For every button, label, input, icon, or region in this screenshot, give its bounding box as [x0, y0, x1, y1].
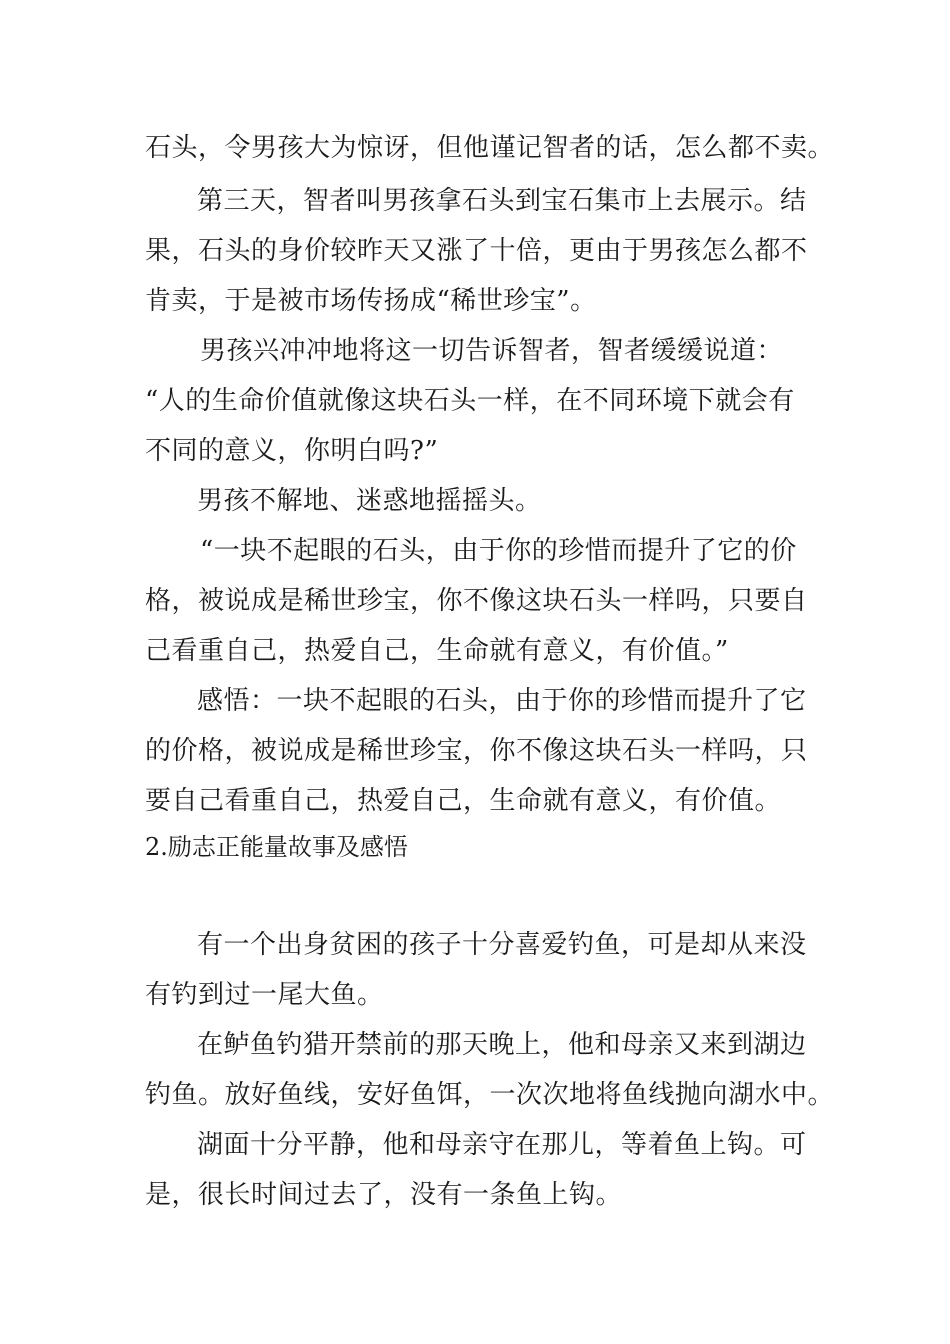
- text-line: 感悟：一块不起眼的石头，由于你的珍惜而提升了它: [197, 686, 807, 716]
- text-line: “一块不起眼的石头，由于你的珍惜而提升了它的价: [200, 536, 797, 566]
- text-line: 第三天，智者叫男孩拿石头到宝石集市上去展示。结: [197, 186, 807, 216]
- text-line: 的价格，被说成是稀世珍宝，你不像这块石头一样吗，只: [145, 736, 808, 766]
- text-line: 钓鱼。放好鱼线，安好鱼饵，一次次地将鱼线抛向湖水中。: [145, 1080, 835, 1110]
- text-line: 果，石头的身价较昨天又涨了十倍，更由于男孩怎么都不: [145, 236, 808, 266]
- section-heading: 2.励志正能量故事及感悟: [145, 833, 408, 861]
- text-line: 有钓到过一尾大鱼。: [145, 980, 384, 1010]
- text-line: 是，很长时间过去了，没有一条鱼上钩。: [145, 1180, 623, 1210]
- text-line: 己看重自己，热爱自己，生命就有意义，有价值。”: [145, 636, 729, 666]
- text-line: “人的生命价值就像这块石头一样，在不同环境下就会有: [145, 386, 795, 416]
- text-line: 湖面十分平静，他和母亲守在那儿，等着鱼上钩。可: [197, 1130, 807, 1160]
- text-line: 要自己看重自己，热爱自己，生命就有意义，有价值。: [145, 786, 782, 816]
- text-line: 男孩兴冲冲地将这一切告诉智者，智者缓缓说道：: [200, 336, 784, 366]
- text-line: 不同的意义，你明白吗?”: [145, 436, 439, 466]
- text-line: 有一个出身贫困的孩子十分喜爱钓鱼，可是却从来没: [197, 930, 807, 960]
- text-line: 男孩不解地、迷惑地摇摇头。: [197, 486, 542, 516]
- text-line: 格，被说成是稀世珍宝，你不像这块石头一样吗，只要自: [145, 586, 808, 616]
- text-line: 肯卖，于是被市场传扬成“稀世珍宝”。: [145, 286, 597, 316]
- text-line: 在鲈鱼钓猎开禁前的那天晚上，他和母亲又来到湖边: [197, 1030, 807, 1060]
- text-line: 石头，令男孩大为惊讶，但他谨记智者的话，怎么都不卖。: [145, 133, 835, 163]
